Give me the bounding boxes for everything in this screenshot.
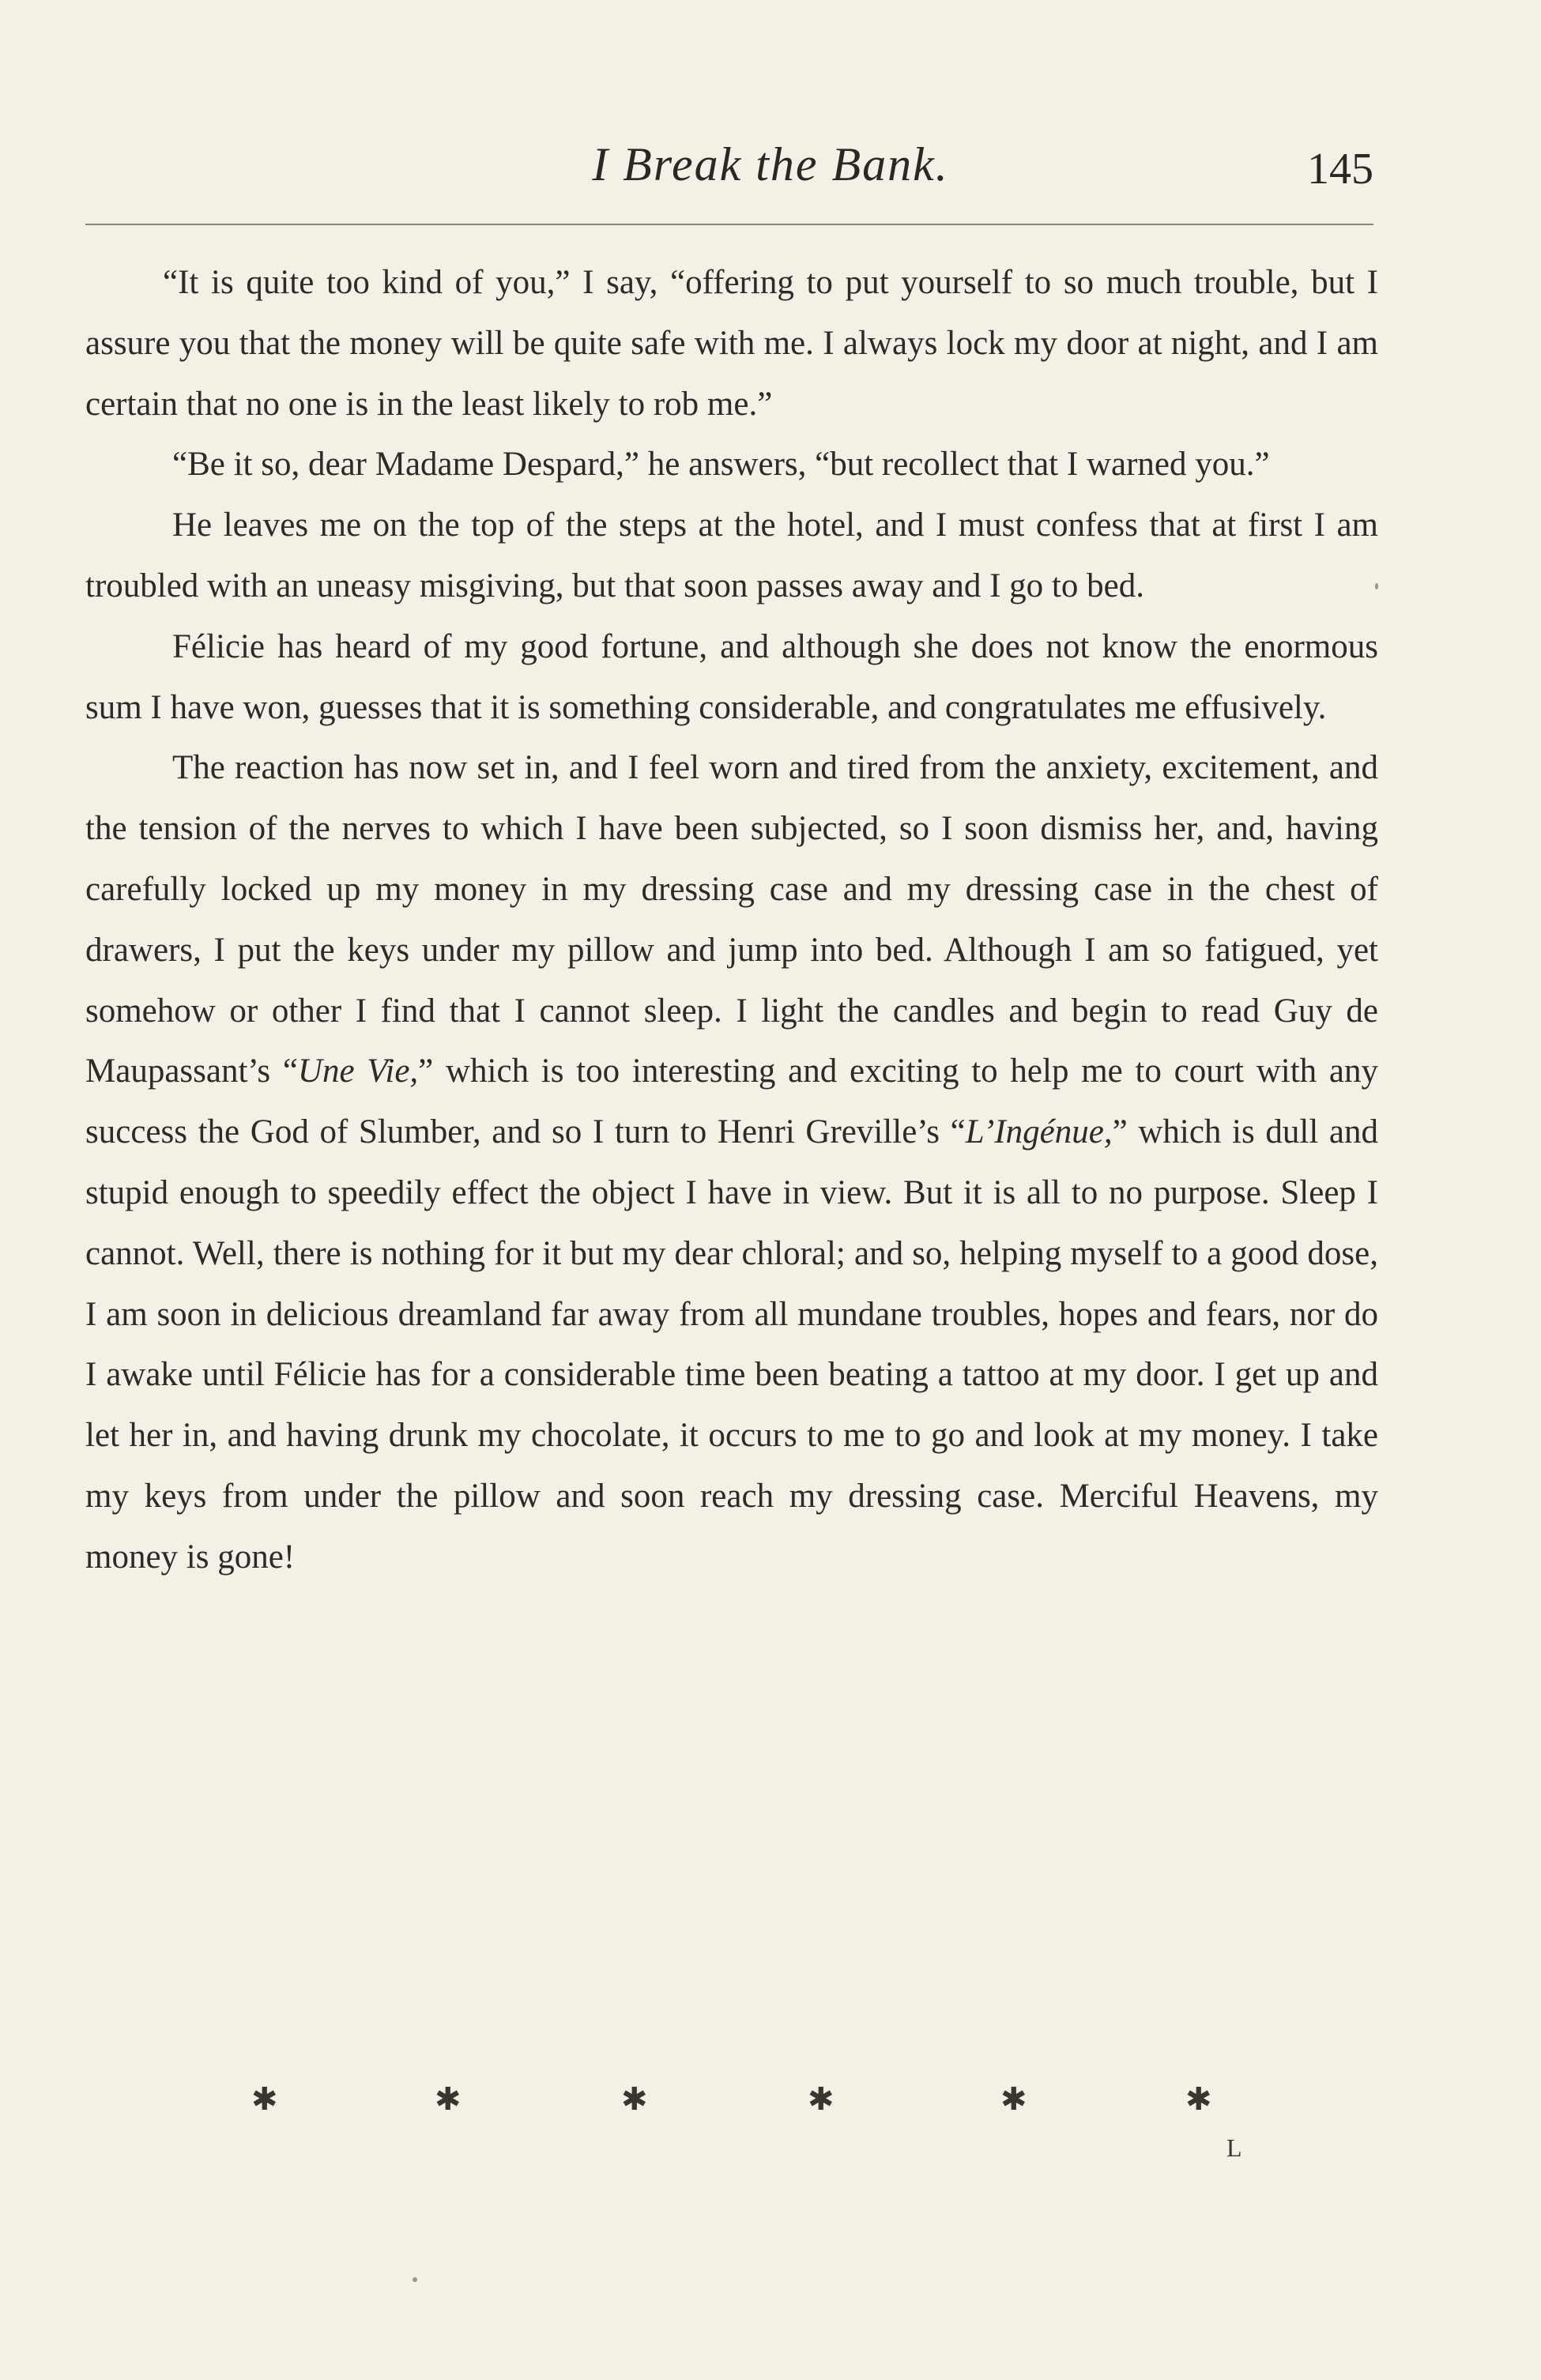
paper-speck <box>1375 583 1378 589</box>
paper-speck <box>413 2277 417 2282</box>
book-title-une-vie: Une Vie, <box>297 1053 419 1090</box>
star-ornament: ✱ <box>808 2081 835 2117</box>
paragraph-2: “Be it so, dear Madame Despard,” he answers, “but recollect that I warned you.” <box>172 446 1270 484</box>
body-text <box>85 253 1378 1588</box>
signature-mark: L <box>1226 2133 1242 2162</box>
paragraph-5-part-c: ” which is dull and stupid enough to speedily effect the object I have in view. But it is all to no purpose. Sleep I cannot. Well, there is nothing for it but my dear chloral; and so, helping myself to a good dose, I am soon in delicious dreamland far away from all mundane troubles, hopes and fears, nor do I awake until Félicie has for a considerable time been beating a tattoo at my door. I get up and let her in, and having drunk my chocolate, it occurs to me to go and look at my money. I take my keys from under the pillow and soon reach my dressing case. Merciful Heavens, my money is gone! <box>85 1113 1378 1576</box>
paragraph-3: He leaves me on the top of the steps at the hotel, and I must confess that at first I am troubled with an uneasy misgiving, but that soon passes away and I go to bed. <box>85 507 1378 604</box>
star-ornament: ✱ <box>621 2081 648 2117</box>
paragraph-5-part-b: ” which is too interesting and exciting to help me to court with any success the God of Slumber, and so I turn to Henri Greville’s “ <box>85 1053 1379 1151</box>
paragraph-5-part-a: The reaction has now set in, and I feel worn and tired from the anxiety, excitement, and the tension of the nerves to which I have been subjected, so I soon dismiss her, and, having carefully locked up my money in my dressing case and my dressing case in the chest of drawers, I put the keys under my pillow and jump into bed. Although I am so fatigued, yet somehow or other I find that I cannot sleep. I light the candles and begin to read Guy de Maupassant’s “ <box>85 749 1378 1090</box>
header-rule <box>85 224 1373 225</box>
star-ornament: ✱ <box>1000 2081 1027 2117</box>
paragraph-1: “It is quite too kind of you,” I say, “offering to put yourself to so much trouble, but I assure you that the money will be quite safe with me. I always lock my door at night, and I am certain that no one is in the least likely to rob me.” <box>85 264 1378 423</box>
page-number: 145 <box>1307 145 1373 194</box>
star-ornament: ✱ <box>251 2081 278 2117</box>
paragraph-4: Félicie has heard of my good fortune, and although she does not know the enormous sum I have won, guesses that it is something considerable, and congratulates me effusively. <box>85 627 1378 726</box>
star-ornament: ✱ <box>435 2081 462 2117</box>
running-head <box>0 133 1541 196</box>
section-break-stars <box>0 2080 1541 2119</box>
star-ornament: ✱ <box>1185 2081 1212 2117</box>
running-title: I Break the Bank. <box>592 138 949 190</box>
book-title-lingenue: L’Ingénue, <box>965 1113 1113 1151</box>
paragraph-5 <box>85 738 1378 1587</box>
